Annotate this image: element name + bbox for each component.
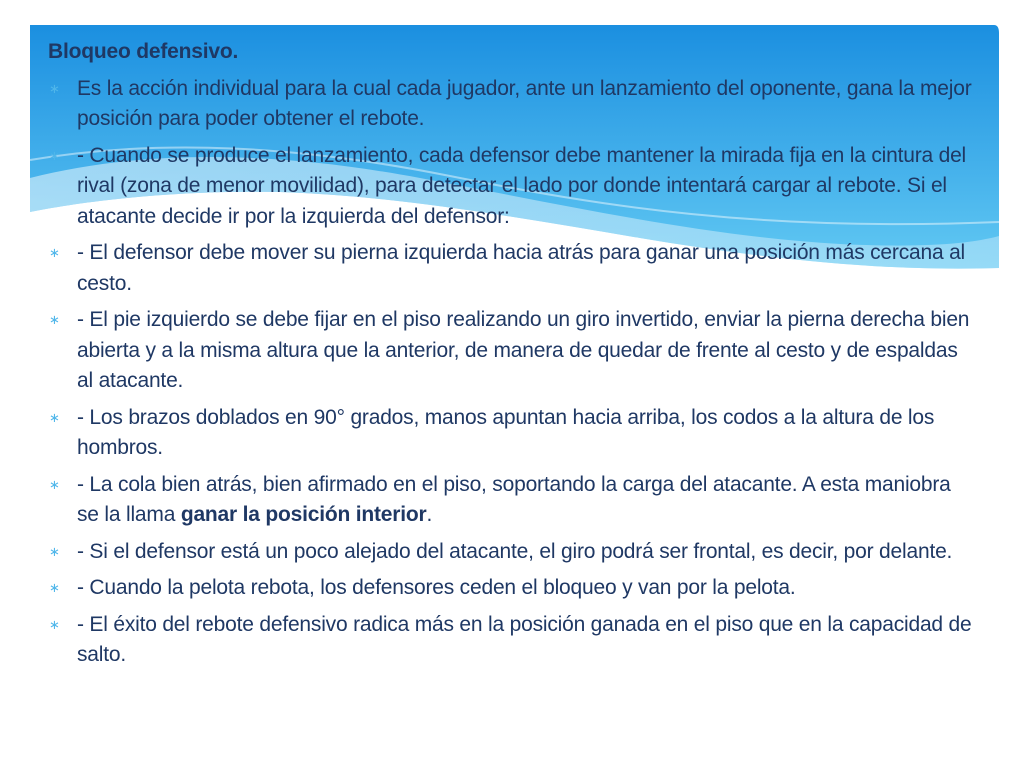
- bullet-text: - El éxito del rebote defensivo radica más en la posición ganada en el piso que en la capacidad de salto.: [77, 612, 972, 666]
- slide-content: [48, 37, 978, 677]
- bold-term: ganar la posición interior: [180, 503, 427, 526]
- bullet-text: - Si el defensor está un poco alejado del atacante, el giro podrá ser frontal, es decir, por delante.: [77, 539, 953, 563]
- list-item: [48, 74, 978, 135]
- list-item: [48, 610, 978, 671]
- asterisk-bullet-icon: ∗: [49, 245, 60, 260]
- bullet-text: - Cuando se produce el lanzamiento, cada defensor debe mantener la mirada fija en la cintura del rival (zona de menor movilidad), para detectar el lado por donde intentará cargar al rebote. Si el atacante decide ir por la izquierda del defensor:: [77, 143, 967, 228]
- asterisk-bullet-icon: ∗: [49, 312, 60, 327]
- list-item: [48, 537, 978, 568]
- asterisk-bullet-icon: ∗: [49, 580, 60, 595]
- list-item: [48, 305, 978, 397]
- asterisk-bullet-icon: ∗: [49, 616, 60, 632]
- bullet-text: - Cuando la pelota rebota, los defensores ceden el bloqueo y van por la pelota.: [77, 576, 796, 599]
- bullet-text-part: .: [426, 503, 433, 526]
- list-item: [48, 141, 978, 233]
- list-item: [48, 470, 978, 531]
- asterisk-bullet-icon: ∗: [49, 543, 60, 559]
- list-item: [48, 403, 978, 464]
- bullet-text: - El pie izquierdo se debe fijar en el piso realizando un giro invertido, enviar la pierna derecha bien abierta y a la misma altura que la anterior, de manera de quedar de frente al cesto y de espaldas al atacante.: [77, 308, 970, 392]
- list-item: [48, 573, 978, 604]
- slide-heading: Bloqueo defensivo.: [48, 40, 239, 63]
- bullet-text: - Los brazos doblados en 90° grados, manos apuntan hacia arriba, los codos a la altura de los hombros.: [77, 405, 935, 459]
- bullet-text-part: - La cola bien atrás, bien afirmado en el piso, soportando la carga del atacante. A esta maniobra se la llama: [77, 472, 951, 526]
- bullet-text: Es la acción individual para la cual cada jugador, ante un lanzamiento del oponente, gana la mejor posición para poder obtener el rebote.: [77, 76, 972, 130]
- asterisk-bullet-icon: ∗: [49, 476, 60, 492]
- bullet-text: - El defensor debe mover su pierna izquierda hacia atrás para ganar una posición más cercana al cesto.: [77, 241, 966, 295]
- asterisk-bullet-icon: ∗: [49, 147, 60, 163]
- asterisk-bullet-icon: ∗: [49, 409, 60, 425]
- asterisk-bullet-icon: ∗: [49, 80, 60, 96]
- list-item: [48, 238, 978, 299]
